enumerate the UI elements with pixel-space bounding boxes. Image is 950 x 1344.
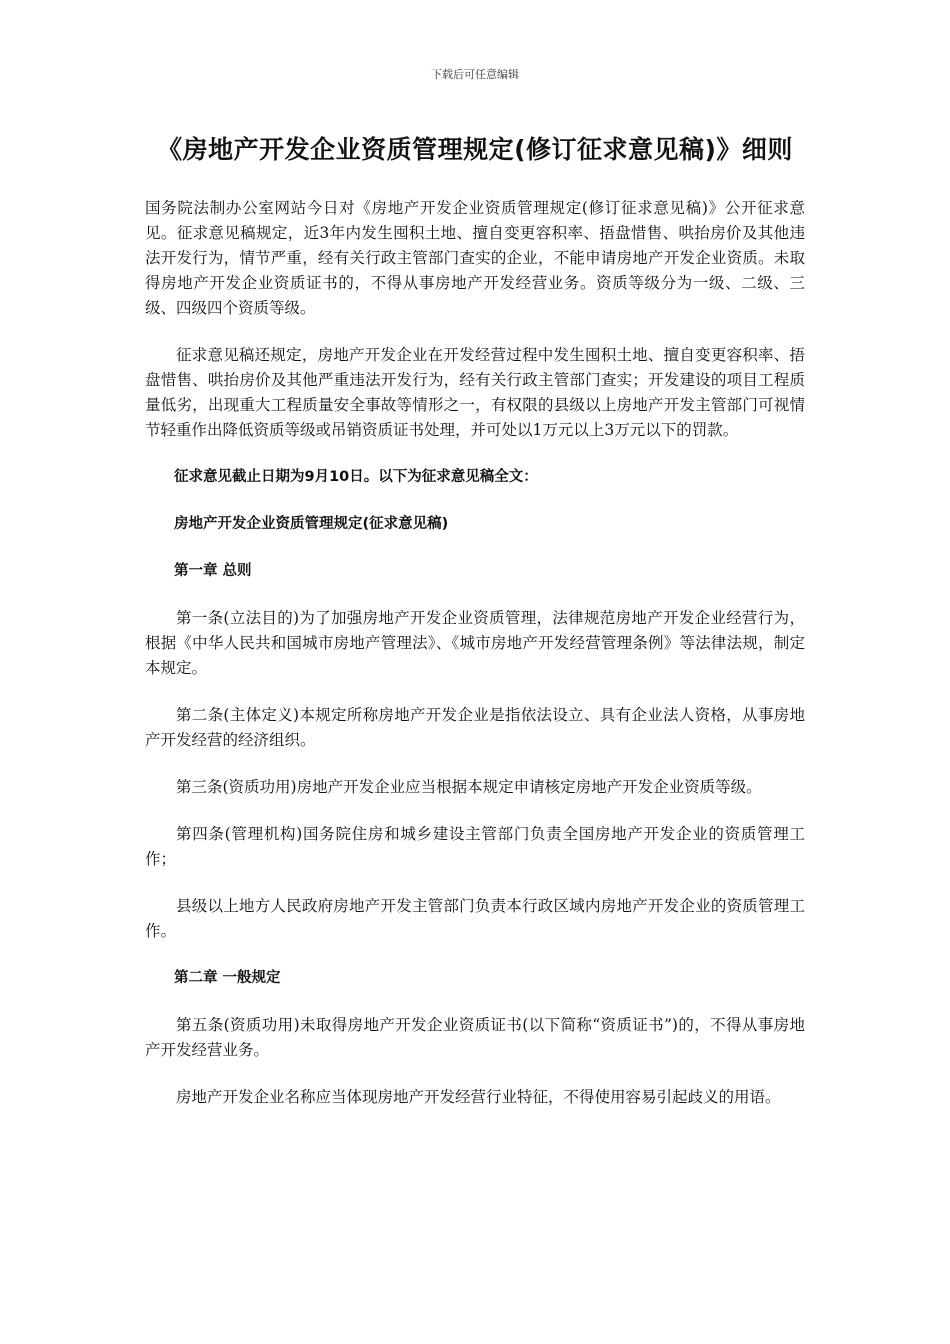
article-one: 第一条(立法目的)为了加强房地产开发企业资质管理，法律规范房地产开发企业经营行为，根据《中华人民共和国城市房地产管理法》、《城市房地产开发经营管理条例》等法律法规，制定本规定。: [145, 609, 805, 677]
article-four: 第四条(管理机构)国务院住房和城乡建设主管部门负责全国房地产开发企业的资质管理工作；: [145, 825, 805, 868]
article-five-continued: 房地产开发企业名称应当体现房地产开发经营行业特征，不得使用容易引起歧义的用语。: [176, 1088, 781, 1106]
intro-paragraph: 国务院法制办公室网站今日对《房地产开发企业资质管理规定(修订征求意见稿)》公开征求意见。征求意见稿规定，近3年内发生囤积土地、擅自变更容积率、捂盘惜售、哄抬房价及其他违法开发行为，情节严重，经有关行政主管部门查实的企业，不能申请房地产开发企业资质。未取得房地产开发企业资质证书的，不得从事房地产开发经营业务。资质等级分为一级、二级、三级、四级四个资质等级。: [145, 199, 805, 317]
document-body: [145, 196, 805, 1132]
deadline-heading: 征求意见截止日期为9月10日。以下为征求意见稿全文：: [174, 469, 538, 485]
document-title: 《房地产开发企业资质管理规定(修订征求意见稿)》细则: [157, 135, 793, 164]
article-five: 第五条(资质功用)未取得房地产开发企业资质证书(以下简称“资质证书”)的，不得从事房地产开发经营业务。: [145, 1016, 805, 1059]
article-four-continued: 县级以上地方人民政府房地产开发主管部门负责本行政区域内房地产开发企业的资质管理工作。: [145, 897, 805, 940]
chapter-two-heading: 第二章 一般规定: [174, 970, 281, 986]
chapter-one-heading: 第一章 总则: [174, 563, 252, 579]
article-three: 第三条(资质功用)房地产开发企业应当根据本规定申请核定房地产开发企业资质等级。: [176, 778, 762, 796]
article-two: 第二条(主体定义)本规定所称房地产开发企业是指依法设立、具有企业法人资格，从事房地产开发经营的经济组织。: [145, 706, 805, 749]
header-note: 下载后可任意编辑: [431, 68, 519, 81]
body-paragraph: 征求意见稿还规定，房地产开发企业在开发经营过程中发生囤积土地、擅自变更容积率、捂盘惜售、哄抬房价及其他严重违法开发行为，经有关行政主管部门查实；开发建设的项目工程质量低劣，出现重大工程质量安全事故等情形之一，有权限的县级以上房地产开发主管部门可视情节轻重作出降低资质等级或吊销资质证书处理，并可处以1万元以上3万元以下的罚款。: [145, 346, 805, 439]
draft-title-heading: 房地产开发企业资质管理规定(征求意见稿): [174, 516, 449, 532]
